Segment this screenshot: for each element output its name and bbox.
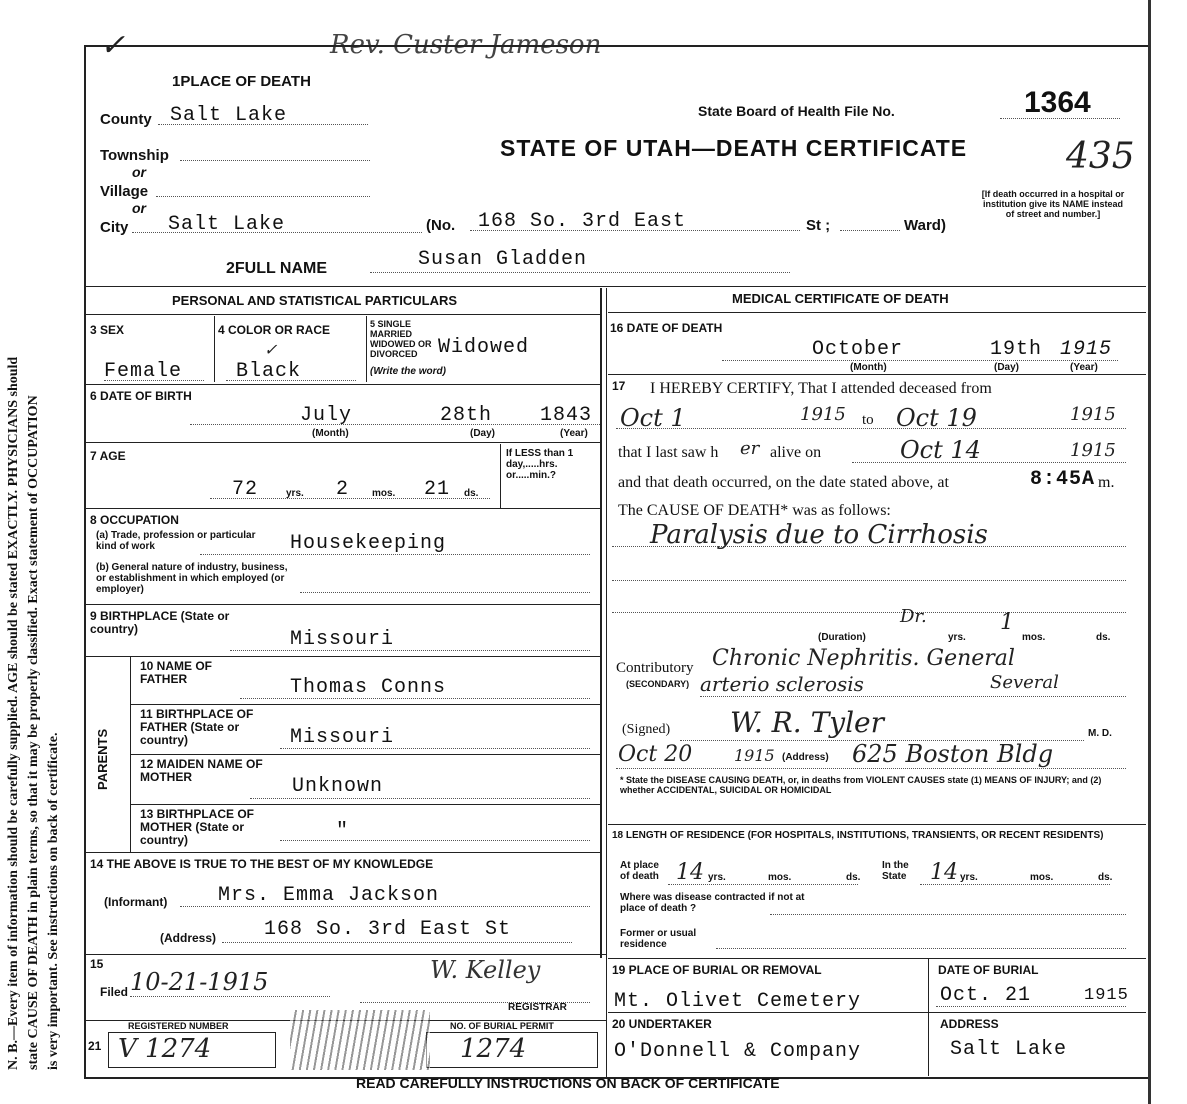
dod-year: 1915 <box>1060 338 1113 361</box>
check-mark: ✓ <box>100 28 126 63</box>
father-birthplace-value: Missouri <box>290 726 395 749</box>
dob-day: 28th <box>440 404 493 427</box>
color-value: Black <box>236 360 302 383</box>
duration-years: 1 <box>1000 610 1014 635</box>
parents-label: PARENTS <box>95 728 110 790</box>
side-note-line-3: is very important. See instructions on back of certificate. <box>46 732 61 1070</box>
burial-date-value: Oct. 21 <box>940 984 1032 1007</box>
occupation-value: Housekeeping <box>290 532 447 555</box>
registrar-signature: W. Kelley <box>430 956 541 984</box>
dob-year: 1843 <box>540 404 593 427</box>
dod-day: 19th <box>990 338 1043 361</box>
burial-place-value: Mt. Olivet Cemetery <box>614 990 862 1013</box>
personal-section-title: PERSONAL AND STATISTICAL PARTICULARS <box>172 293 458 308</box>
full-name-value: Susan Gladden <box>418 248 588 271</box>
filed-date: 10-21-1915 <box>130 968 269 996</box>
place-of-death-label: 1PLACE OF DEATH <box>172 73 311 90</box>
attended-from-date: Oct 1 <box>620 404 686 432</box>
county-value: Salt Lake <box>170 104 288 127</box>
file-number: 1364 <box>1024 86 1091 119</box>
death-certificate-page: Rev. Custer Jameson ✓ N. B.—Every item of information should be carefully supplied. AGE should be stated EXACTLY. PHYSICIANS should state CAUSE OF DEATH in plain terms, so that it may be properly classified. Exact statement of OCCUPATION is very important. See instructions on back of certificate. 1PLACE OF DEATH State Board of Health File No. 1364 STATE OF UTAH—DEATH CERTIFICATE 435 [If death occurred in a hospital or institution give its NAME instead of street and number.] County Salt Lake Township or Village or City Salt Lake (No. 168 So. 3rd East St ; Ward) 2FULL NAME Susan Gladden PERSONAL AND STATISTICAL PARTICULARS MEDICAL CERTIFICATE OF DEATH 3 SEX Female 4 COLOR OR RACE ✓ Black 5 SINGLE MARRIED WIDOWED OR DIVORCED Widowed (Write the word) 6 DATE OF BIRTH July 28th 1843 (Month) (Day) (Year) 7 AGE 72 yrs. 2 mos. 21 ds. If LESS than 1 day,.....hrs. or.....min.? 8 OCCUPATION (a) Trade, profession or particular kind of work Housekeeping (b) General nature of industry, business, or establishment in which employed (or employer) 9 BIRTHPLACE (State or country) Missouri PARENTS 10 NAME OF FATHER Thomas Conns 11 BIRTHPLACE OF FATHER (State or country) Missouri 12 MAIDEN NAME OF MOTHER Unknown 13 BIRTHPLACE OF MOTHER (State or country) " 14 THE ABOVE IS TRUE TO THE BEST OF MY KNOWLEDGE (Informant) Mrs. Emma Jackson (Address) 168 So. 3rd East St 15 Filed 10-21-1915 W. Kelley REGISTRAR REGISTERED NUMBER NO. OF BURIAL PERMIT 21 V 1274 1274 16 DATE OF DEATH October 19th 1915 (Month) (Day) (Year) 17 I HEREBY CERTIFY, That I attended deceased from Oct 1 1915 to Oct 19 1915 that I last saw h er alive on Oct 14 1915 and that death occurred, on the date stated above, at 8:45A m. The CAUSE OF DEATH* was as follows: Paralysis due to Cirrhosis Dr. 1 (Duration) yrs. mos. ds. Contributory (SECONDARY) Chronic Nephritis. General arterio sclerosis Several (Signed) W. R. Tyler M. D. Oct 20 1915 (Address) 625 Boston Bldg * State the DISEASE CAUSING DEATH, or, in deaths from VIOLENT CAUSES state (1) MEANS OF INJURY; and (2) whether ACCIDENTAL, SUICIDAL OR HOMICIDAL 18 LENGTH OF RESIDENCE (FOR HOSPITALS, INSTITUTIONS, TRANSIENTS, OR RECENT RESIDENTS) At place of death 14 yrs. mos. ds. In the State 14 yrs. mos. ds. Where was disease contracted if not at place of death ? Former or usual residence 19 PLACE OF BURIAL OR REMOVAL Mt. Olivet Cemetery DATE OF BURIAL Oct. 21 1915 20 UNDERTAKER O'Donnell & Company ADDRESS Salt Lake READ CAREFULLY INSTRUCTIONS ON BACK OF CERTIFICATE <box>0 0 1187 1104</box>
contributory-cause: Chronic Nephritis. General <box>712 646 1015 671</box>
physician-signature: W. R. Tyler <box>730 706 884 739</box>
mother-birthplace-value: " <box>336 820 350 843</box>
village-label: Village <box>100 183 149 200</box>
street-value: 168 So. 3rd East <box>478 210 687 233</box>
physician-sign-date: Oct 20 <box>618 742 693 767</box>
side-note-line-2: state CAUSE OF DEATH in plain terms, so that it may be properly classified. Exact statement of OCCUPATION <box>26 395 41 1070</box>
disease-note: * State the DISEASE CAUSING DEATH, or, in deaths from VIOLENT CAUSES state (1) MEANS OF INJURY; and (2) whether ACCIDENTAL, SUICIDAL OR HOMICIDAL <box>620 775 1102 795</box>
age-days: 21 <box>424 478 451 501</box>
attended-to-date: Oct 19 <box>896 404 977 432</box>
contributory-cause-2: arterio sclerosis <box>700 672 864 696</box>
last-saw-date: Oct 14 <box>900 436 981 464</box>
footer-instructions: READ CAREFULLY INSTRUCTIONS ON BACK OF CERTIFICATE <box>356 1075 780 1091</box>
mother-value: Unknown <box>292 775 384 798</box>
undertaker-address-value: Salt Lake <box>950 1038 1068 1061</box>
top-scrawl: Rev. Custer Jameson <box>330 30 602 60</box>
informant-value: Mrs. Emma Jackson <box>218 884 440 907</box>
side-note-line-1: N. B.—Every item of information should be carefully supplied. AGE should be stated EXACTLY. PHYSICIANS should <box>6 356 21 1070</box>
sex-value: Female <box>104 360 183 383</box>
age-years: 72 <box>232 478 259 501</box>
city-value: Salt Lake <box>168 213 286 236</box>
father-value: Thomas Conns <box>290 676 447 699</box>
residence-in-state-years: 14 <box>930 860 958 885</box>
residence-at-place-years: 14 <box>676 860 704 885</box>
burial-permit-number: 1274 <box>460 1034 527 1064</box>
city-label: City <box>100 219 129 236</box>
township-label: Township <box>100 147 169 164</box>
time-of-death: 8:45A <box>1030 468 1096 491</box>
certificate-title: STATE OF UTAH—DEATH CERTIFICATE <box>500 135 968 161</box>
registered-number: V 1274 <box>118 1034 212 1064</box>
stamp-smudge <box>290 1010 430 1070</box>
birthplace-value: Missouri <box>290 628 395 651</box>
pronoun-ending: er <box>740 438 760 459</box>
cause-of-death: Paralysis due to Cirrhosis <box>650 520 988 550</box>
burial-year-value: 1915 <box>1084 986 1129 1005</box>
medical-section-title: MEDICAL CERTIFICATE OF DEATH <box>732 291 949 306</box>
dob-month: July <box>300 404 353 427</box>
hospital-note: [If death occurred in a hospital or institution give its NAME instead of street and number.] <box>981 189 1125 219</box>
full-name-label: 2FULL NAME <box>226 260 328 277</box>
contributory-duration: Several <box>990 672 1059 693</box>
undertaker-value: O'Donnell & Company <box>614 1040 862 1063</box>
file-no-label: State Board of Health File No. <box>698 103 895 119</box>
physician-address: 625 Boston Bldg <box>852 740 1054 768</box>
age-months: 2 <box>336 478 350 501</box>
hand-number: 435 <box>1066 136 1135 177</box>
marital-value: Widowed <box>438 336 530 359</box>
right-edge <box>1148 0 1151 1104</box>
informant-address-value: 168 So. 3rd East St <box>264 918 512 941</box>
county-label: County <box>100 111 152 128</box>
dod-month: October <box>812 338 904 361</box>
